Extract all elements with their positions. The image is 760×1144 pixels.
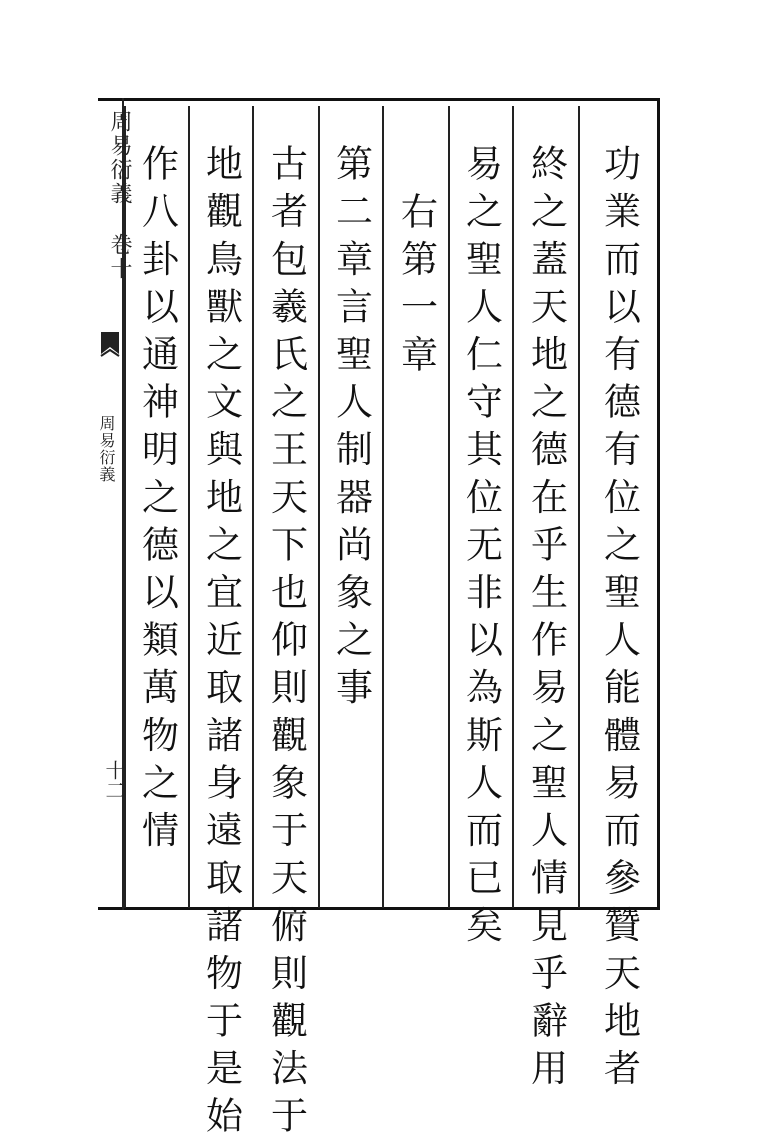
column-text: 地觀鳥獸之文與地之宜近取諸身遠取諸物于是始 [199,144,243,1144]
page-number: 十二 [102,760,126,800]
text-column-7 [190,106,252,1144]
fish-tail-mark-icon [100,330,120,364]
column-text: 古者包羲氏之王天下也仰則觀象于天俯則觀法于 [264,144,308,1144]
column-text: 終之蓋天地之德在乎生作易之聖人情見乎辭用 [524,144,568,1096]
text-column-3 [450,106,512,954]
column-text: 易之聖人仁守其位无非以為斯人而已矣 [459,144,503,954]
column-text: 第二章言聖人制器尚象之事 [329,144,373,716]
running-title: 周易衍義 卷十 [107,110,132,281]
column-text: 作八卦以通神明之德以類萬物之情 [135,144,179,858]
text-column-4 [384,106,448,914]
text-column-6 [254,106,318,1144]
book-title: 周易衍義 [97,415,116,483]
column-text: 右第一章 [394,192,438,383]
column-text: 功業而以有德有位之聖人能體易而參贊天地者 [597,144,641,1096]
text-column-8 [126,106,188,914]
text-column-1 [580,106,658,1096]
text-column-2 [514,106,578,1096]
text-column-5 [320,106,382,914]
